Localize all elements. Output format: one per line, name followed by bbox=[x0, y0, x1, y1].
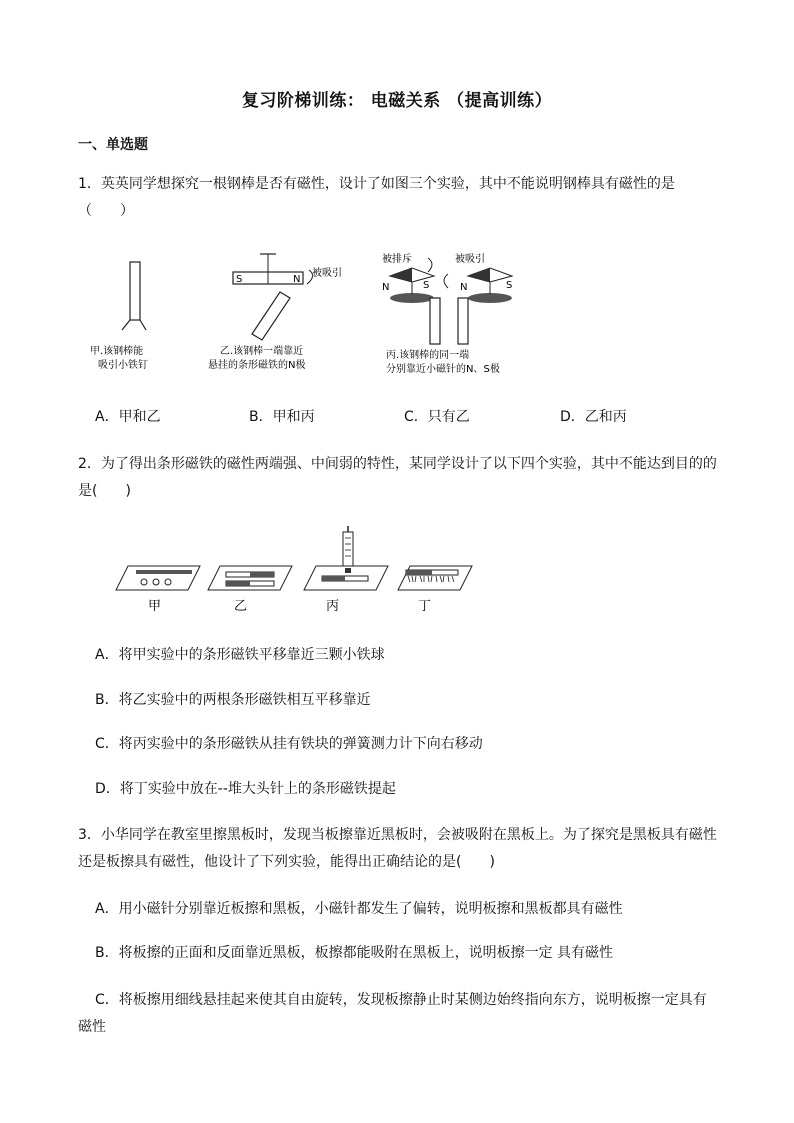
svg-text:丙: 丙 bbox=[326, 599, 340, 614]
figure-2-jia bbox=[116, 566, 200, 614]
q2-option-c[interactable]: C．将丙实验中的条形磁铁从挂有铁块的弹簧测力计下向右移动 bbox=[95, 736, 483, 752]
svg-text:被排斥: 被排斥 bbox=[382, 254, 412, 265]
q2-option-a[interactable]: A．将甲实验中的条形磁铁平移靠近三颗小铁球 bbox=[95, 647, 385, 663]
svg-text:被吸引: 被吸引 bbox=[312, 268, 342, 279]
svg-text:甲: 甲 bbox=[148, 599, 162, 614]
svg-text:丙.该钢棒的同一端: 丙.该钢棒的同一端 bbox=[386, 350, 470, 361]
question-3-stem: 3．小华同学在教室里擦黑板时，发现当板擦靠近黑板时，会被吸附在黑板上。为了探究是黑板具有磁性还是板擦具有磁性，他设计了下列实验，能得出正确结论的是( ) bbox=[78, 827, 717, 870]
page-title: 复习阶梯训练： 电磁关系 （提高训练） bbox=[241, 91, 553, 111]
svg-text:N: N bbox=[382, 282, 390, 293]
q3-option-c[interactable]: C．将板擦用细线悬挂起来使其自由旋转，发现板擦静止时某侧边始终指向东方，说明板擦一定具有磁性 bbox=[78, 992, 707, 1035]
svg-text:S: S bbox=[236, 274, 243, 285]
svg-text:吸引小铁钉: 吸引小铁钉 bbox=[98, 360, 148, 371]
q1-option-c[interactable]: C．只有乙 bbox=[404, 409, 470, 425]
figure-bing bbox=[382, 252, 512, 375]
figure-2-yi bbox=[208, 566, 292, 614]
svg-text:N: N bbox=[293, 274, 301, 285]
svg-text:悬挂的条形磁铁的N极: 悬挂的条形磁铁的N极 bbox=[208, 360, 306, 371]
question-2-figure bbox=[110, 524, 480, 616]
q1-option-d[interactable]: D．乙和丙 bbox=[560, 409, 627, 425]
svg-text:S: S bbox=[423, 280, 430, 291]
q1-option-b[interactable]: B．甲和丙 bbox=[249, 409, 315, 425]
svg-text:乙: 乙 bbox=[234, 599, 248, 614]
svg-text:分别靠近小磁针的N、S极: 分别靠近小磁针的N、S极 bbox=[386, 364, 500, 375]
q1-option-a[interactable]: A．甲和乙 bbox=[95, 409, 161, 425]
figure-yi bbox=[208, 254, 342, 371]
svg-text:乙.该钢棒一端靠近: 乙.该钢棒一端靠近 bbox=[220, 346, 304, 357]
q3-option-a[interactable]: A．用小磁针分别靠近板擦和黑板，小磁针都发生了偏转，说明板擦和黑板都具有磁性 bbox=[95, 901, 623, 917]
svg-text:N: N bbox=[460, 282, 468, 293]
figure-jia bbox=[90, 262, 148, 371]
section-heading: 一、单选题 bbox=[78, 137, 148, 153]
figure-2-ding bbox=[398, 566, 472, 614]
svg-text:被吸引: 被吸引 bbox=[455, 254, 485, 265]
svg-text:S: S bbox=[506, 280, 513, 291]
svg-text:甲.该钢棒能: 甲.该钢棒能 bbox=[90, 346, 144, 357]
question-2-stem: 2．为了得出条形磁铁的磁性两端强、中间弱的特性，某同学设计了以下四个实验，其中不能达到目的的是( ) bbox=[78, 456, 717, 499]
q3-option-b[interactable]: B．将板擦的正面和反面靠近黑板，板擦都能吸附在黑板上，说明板擦一定 具有磁性 bbox=[95, 945, 614, 961]
svg-text:丁: 丁 bbox=[418, 599, 432, 614]
question-1-stem: 1．英英同学想探究一根钢棒是否有磁性，设计了如图三个实验，其中不能说明钢棒具有磁性的是（ ） bbox=[78, 176, 675, 219]
q2-option-d[interactable]: D．将丁实验中放在--堆大头针上的条形磁铁提起 bbox=[95, 781, 396, 797]
q2-option-b[interactable]: B．将乙实验中的两根条形磁铁相互平移靠近 bbox=[95, 692, 371, 708]
figure-2-bing bbox=[304, 526, 388, 614]
question-1-figure bbox=[90, 246, 560, 380]
